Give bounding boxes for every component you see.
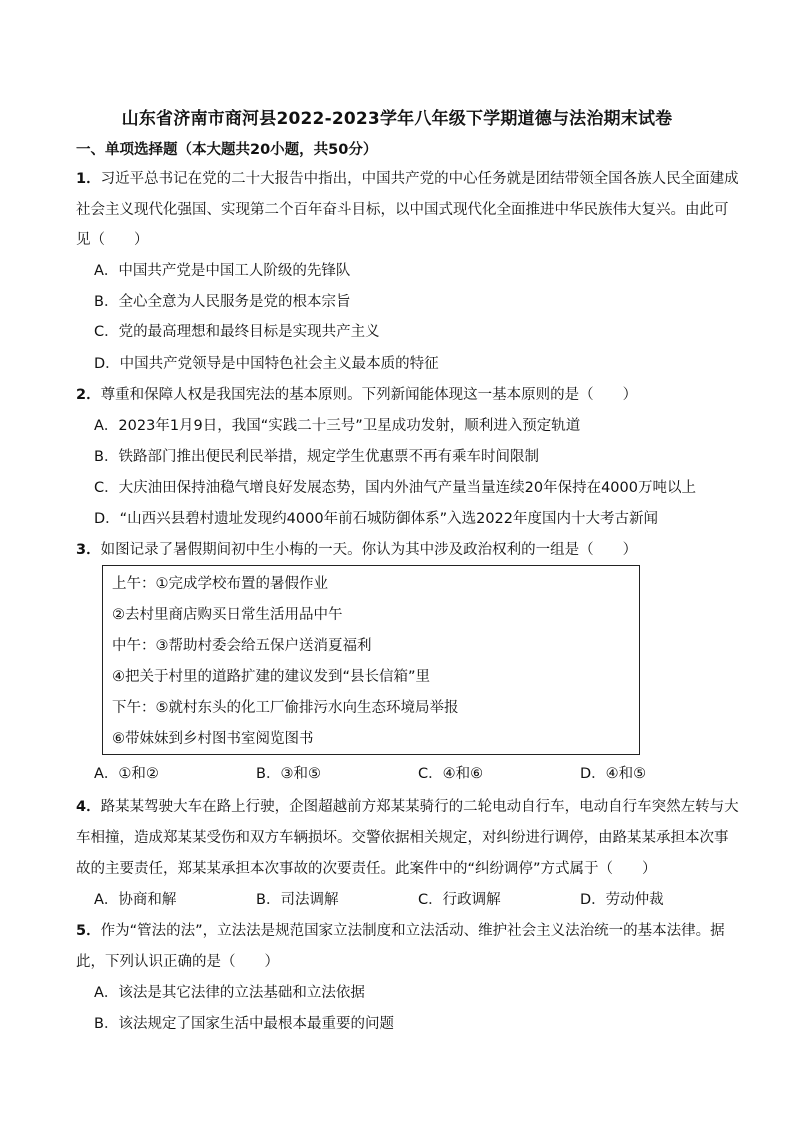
question-4-line-1: 4．路某某驾驶大车在路上行驶，企图超越前方郑某某骑行的二轮电动自行车，电动自行车突然左转与大: [76, 799, 739, 815]
question-1-line-3: 见（ ）: [76, 232, 149, 248]
schedule-line-4: ④把关于村里的道路扩建的建议发到“县长信箱”里: [112, 669, 431, 685]
question-2-line-1: 2．尊重和保障人权是我国宪法的基本原则。下列新闻能体现这一基本原则的是（ ）: [76, 387, 638, 403]
question-1-option-d: D．中国共产党领导是中国特色社会主义最本质的特征: [94, 356, 439, 372]
schedule-line-3: 中午：③帮助村委会给五保户送消夏福利: [112, 638, 372, 654]
schedule-line-2: ②去村里商店购买日常生活用品中午: [112, 607, 343, 623]
question-number: 4．: [76, 799, 101, 815]
question-3-option-b: B．③和⑤: [256, 766, 321, 782]
question-3-line-1: 3．如图记录了暑假期间初中生小梅的一天。你认为其中涉及政治权利的一组是（ ）: [76, 542, 638, 558]
question-5-option-b: B．该法规定了国家生活中最根本最重要的问题: [94, 1016, 394, 1032]
question-1-option-a: A．中国共产党是中国工人阶级的先锋队: [94, 263, 351, 279]
question-1-option-b: B．全心全意为人民服务是党的根本宗旨: [94, 294, 351, 310]
question-number: 1．: [76, 171, 101, 187]
question-2-option-b: B．铁路部门推出便民利民举措，规定学生优惠票不再有乘车时间限制: [94, 449, 539, 465]
question-4-option-a: A．协商和解: [94, 892, 177, 908]
question-1-option-c: C．党的最高理想和最终目标是实现共产主义: [94, 324, 380, 340]
question-4-line-2: 车相撞，造成郑某某受伤和双方车辆损坏。交警依据相关规定，对纠纷进行调停，由路某某承担本次事: [76, 830, 729, 846]
question-5-line-2: 此，下列认识正确的是（ ）: [76, 954, 279, 970]
question-4-line-3: 故的主要责任，郑某某承担本次事故的次要责任。此案件中的“纠纷调停”方式属于（ ）: [76, 861, 657, 877]
question-3-option-a: A．①和②: [94, 766, 159, 782]
section-heading: 一、单项选择题（本大题共20小题，共50分）: [76, 142, 378, 158]
question-5-option-a: A．该法是其它法律的立法基础和立法依据: [94, 985, 365, 1001]
question-number: 5．: [76, 923, 101, 939]
question-2-option-d: D．“山西兴县碧村遗址发现约4000年前石城防御体系”入选2022年度国内十大考古新闻: [94, 511, 658, 527]
schedule-line-5: 下午：⑤就村东头的化工厂偷排污水向生态环境局举报: [112, 700, 459, 716]
question-number: 2．: [76, 387, 101, 403]
question-2-option-c: C．大庆油田保持油稳气增良好发展态势，国内外油气产量当量连续20年保持在4000万吨以上: [94, 480, 696, 496]
question-2-option-a: A．2023年1月9日，我国“实践二十三号”卫星成功发射，顺利进入预定轨道: [94, 418, 581, 434]
page-title: 山东省济南市商河县2022-2023学年八年级下学期道德与法治期末试卷: [121, 109, 673, 129]
question-3-option-d: D．④和⑤: [580, 766, 647, 782]
question-1-line-1: 1．习近平总书记在党的二十大报告中指出，中国共产党的中心任务就是团结带领全国各族人民全面建成: [76, 171, 739, 187]
question-5-line-1: 5．作为“管法的法”，立法法是规范国家立法制度和立法活动、维护社会主义法治统一的基本法律。据: [76, 923, 725, 939]
schedule-line-1: 上午：①完成学校布置的暑假作业: [112, 576, 328, 592]
question-1-line-2: 社会主义现代化强国、实现第二个百年奋斗目标，以中国式现代化全面推进中华民族伟大复兴。由此可: [76, 202, 729, 218]
question-4-option-b: B．司法调解: [256, 892, 339, 908]
question-4-option-c: C．行政调解: [418, 892, 501, 908]
question-number: 3．: [76, 542, 101, 558]
question-3-option-c: C．④和⑥: [418, 766, 484, 782]
question-4-option-d: D．劳动仲裁: [580, 892, 664, 908]
schedule-line-6: ⑥带妹妹到乡村图书室阅览图书: [112, 731, 314, 747]
